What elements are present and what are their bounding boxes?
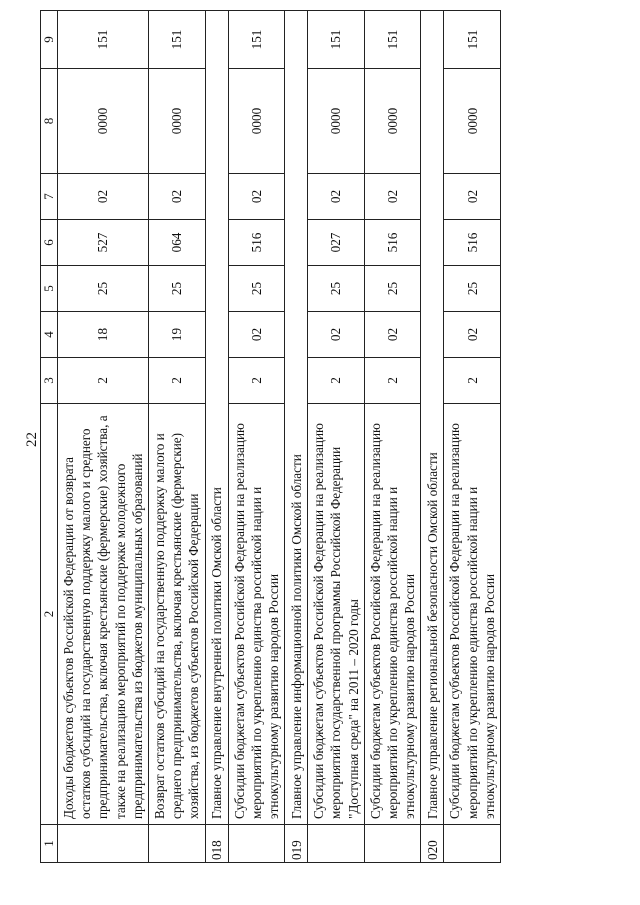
code-cell-c4: 02: [228, 312, 285, 358]
table-row: [149, 11, 206, 863]
code-cell-c4: 02: [444, 312, 501, 358]
code-cell-c5: 25: [149, 266, 206, 312]
admin-code-cell: 019: [285, 825, 308, 863]
code-cell-c7: 02: [444, 174, 501, 220]
code-cell-c7: 02: [364, 174, 421, 220]
header-row: [41, 11, 58, 863]
code-cell-c3: 2: [364, 358, 421, 404]
code-cell-c4: 18: [58, 312, 149, 358]
code-cell-c9: 151: [308, 11, 365, 69]
code-cell-c9: 151: [444, 11, 501, 69]
header-col-5: 5: [41, 266, 58, 312]
code-cell-c1: [308, 825, 365, 863]
header-col-2: 2: [41, 404, 58, 825]
section-row: [205, 11, 228, 863]
header-col-6: 6: [41, 220, 58, 266]
code-cell-c6: 516: [228, 220, 285, 266]
code-cell-c3: 2: [228, 358, 285, 404]
description-cell: Субсидии бюджетам субъектов Российской Федерации на реализацию мероприятий государственной программы Российской Федерации "Доступная среда" на 2011 – 2020 годы: [308, 404, 365, 825]
code-cell-c3: 2: [308, 358, 365, 404]
table-row: [364, 11, 421, 863]
section-title-cell: Главное управление внутренней политики Омской области: [205, 11, 228, 825]
table-row: [444, 11, 501, 863]
code-cell-c4: 19: [149, 312, 206, 358]
admin-code-cell: 020: [421, 825, 444, 863]
page-number: 22: [24, 432, 40, 447]
code-cell-c4: 02: [308, 312, 365, 358]
code-cell-c7: 02: [308, 174, 365, 220]
code-cell-c1: [444, 825, 501, 863]
code-cell-c5: 25: [228, 266, 285, 312]
table-row: [308, 11, 365, 863]
code-cell-c9: 151: [149, 11, 206, 69]
code-cell-c8: 0000: [364, 69, 421, 174]
section-row: [285, 11, 308, 863]
code-cell-c9: 151: [58, 11, 149, 69]
code-cell-c3: 2: [444, 358, 501, 404]
code-cell-c6: 064: [149, 220, 206, 266]
code-cell-c6: 027: [308, 220, 365, 266]
code-cell-c1: [149, 825, 206, 863]
code-cell-c1: [364, 825, 421, 863]
budget-codes-table: [40, 10, 501, 863]
header-col-3: 3: [41, 358, 58, 404]
header-col-1: 1: [41, 825, 58, 863]
admin-code-cell: 018: [205, 825, 228, 863]
header-col-4: 4: [41, 312, 58, 358]
description-cell: Субсидии бюджетам субъектов Российской Федерации на реализацию мероприятий по укреплению единства российской нации и этнокультурному развитию народов России: [228, 404, 285, 825]
section-title-cell: Главное управление региональной безопасности Омской области: [421, 11, 444, 825]
description-cell: Возврат остатков субсидий на государственную поддержку малого и среднего предпринимательства, включая крестьянские (фермерские) хозяйства, из бюджетов субъектов Российской Федерации: [149, 404, 206, 825]
code-cell-c5: 25: [58, 266, 149, 312]
code-cell-c7: 02: [58, 174, 149, 220]
code-cell-c3: 2: [58, 358, 149, 404]
code-cell-c7: 02: [228, 174, 285, 220]
code-cell-c8: 0000: [444, 69, 501, 174]
table-row: [58, 11, 149, 863]
section-row: [421, 11, 444, 863]
code-cell-c5: 25: [308, 266, 365, 312]
code-cell-c6: 516: [364, 220, 421, 266]
code-cell-c1: [58, 825, 149, 863]
code-cell-c4: 02: [364, 312, 421, 358]
header-col-8: 8: [41, 69, 58, 174]
code-cell-c8: 0000: [58, 69, 149, 174]
code-cell-c8: 0000: [228, 69, 285, 174]
code-cell-c1: [228, 825, 285, 863]
code-cell-c8: 0000: [308, 69, 365, 174]
code-cell-c6: 527: [58, 220, 149, 266]
description-cell: Доходы бюджетов субъектов Российской Федерации от возврата остатков субсидий на государственную поддержку малого и среднего предпринимательства, включая крестьянские (фермерские) хозяйства, а также на реализацию мероприятий по поддержке молодежного предпринимательства из бюджетов муниципальных образований: [58, 404, 149, 825]
description-cell: Субсидии бюджетам субъектов Российской Федерации на реализацию мероприятий по укреплению единства российской нации и этнокультурному развитию народов России: [364, 404, 421, 825]
code-cell-c5: 25: [444, 266, 501, 312]
code-cell-c8: 0000: [149, 69, 206, 174]
code-cell-c6: 516: [444, 220, 501, 266]
code-cell-c3: 2: [149, 358, 206, 404]
description-cell: Субсидии бюджетам субъектов Российской Федерации на реализацию мероприятий по укреплению единства российской нации и этнокультурному развитию народов России: [444, 404, 501, 825]
code-cell-c9: 151: [228, 11, 285, 69]
header-col-9: 9: [41, 11, 58, 69]
table-row: [228, 11, 285, 863]
table-body: [58, 11, 501, 863]
code-cell-c9: 151: [364, 11, 421, 69]
code-cell-c5: 25: [364, 266, 421, 312]
header-col-7: 7: [41, 174, 58, 220]
section-title-cell: Главное управление информационной политики Омской области: [285, 11, 308, 825]
code-cell-c7: 02: [149, 174, 206, 220]
